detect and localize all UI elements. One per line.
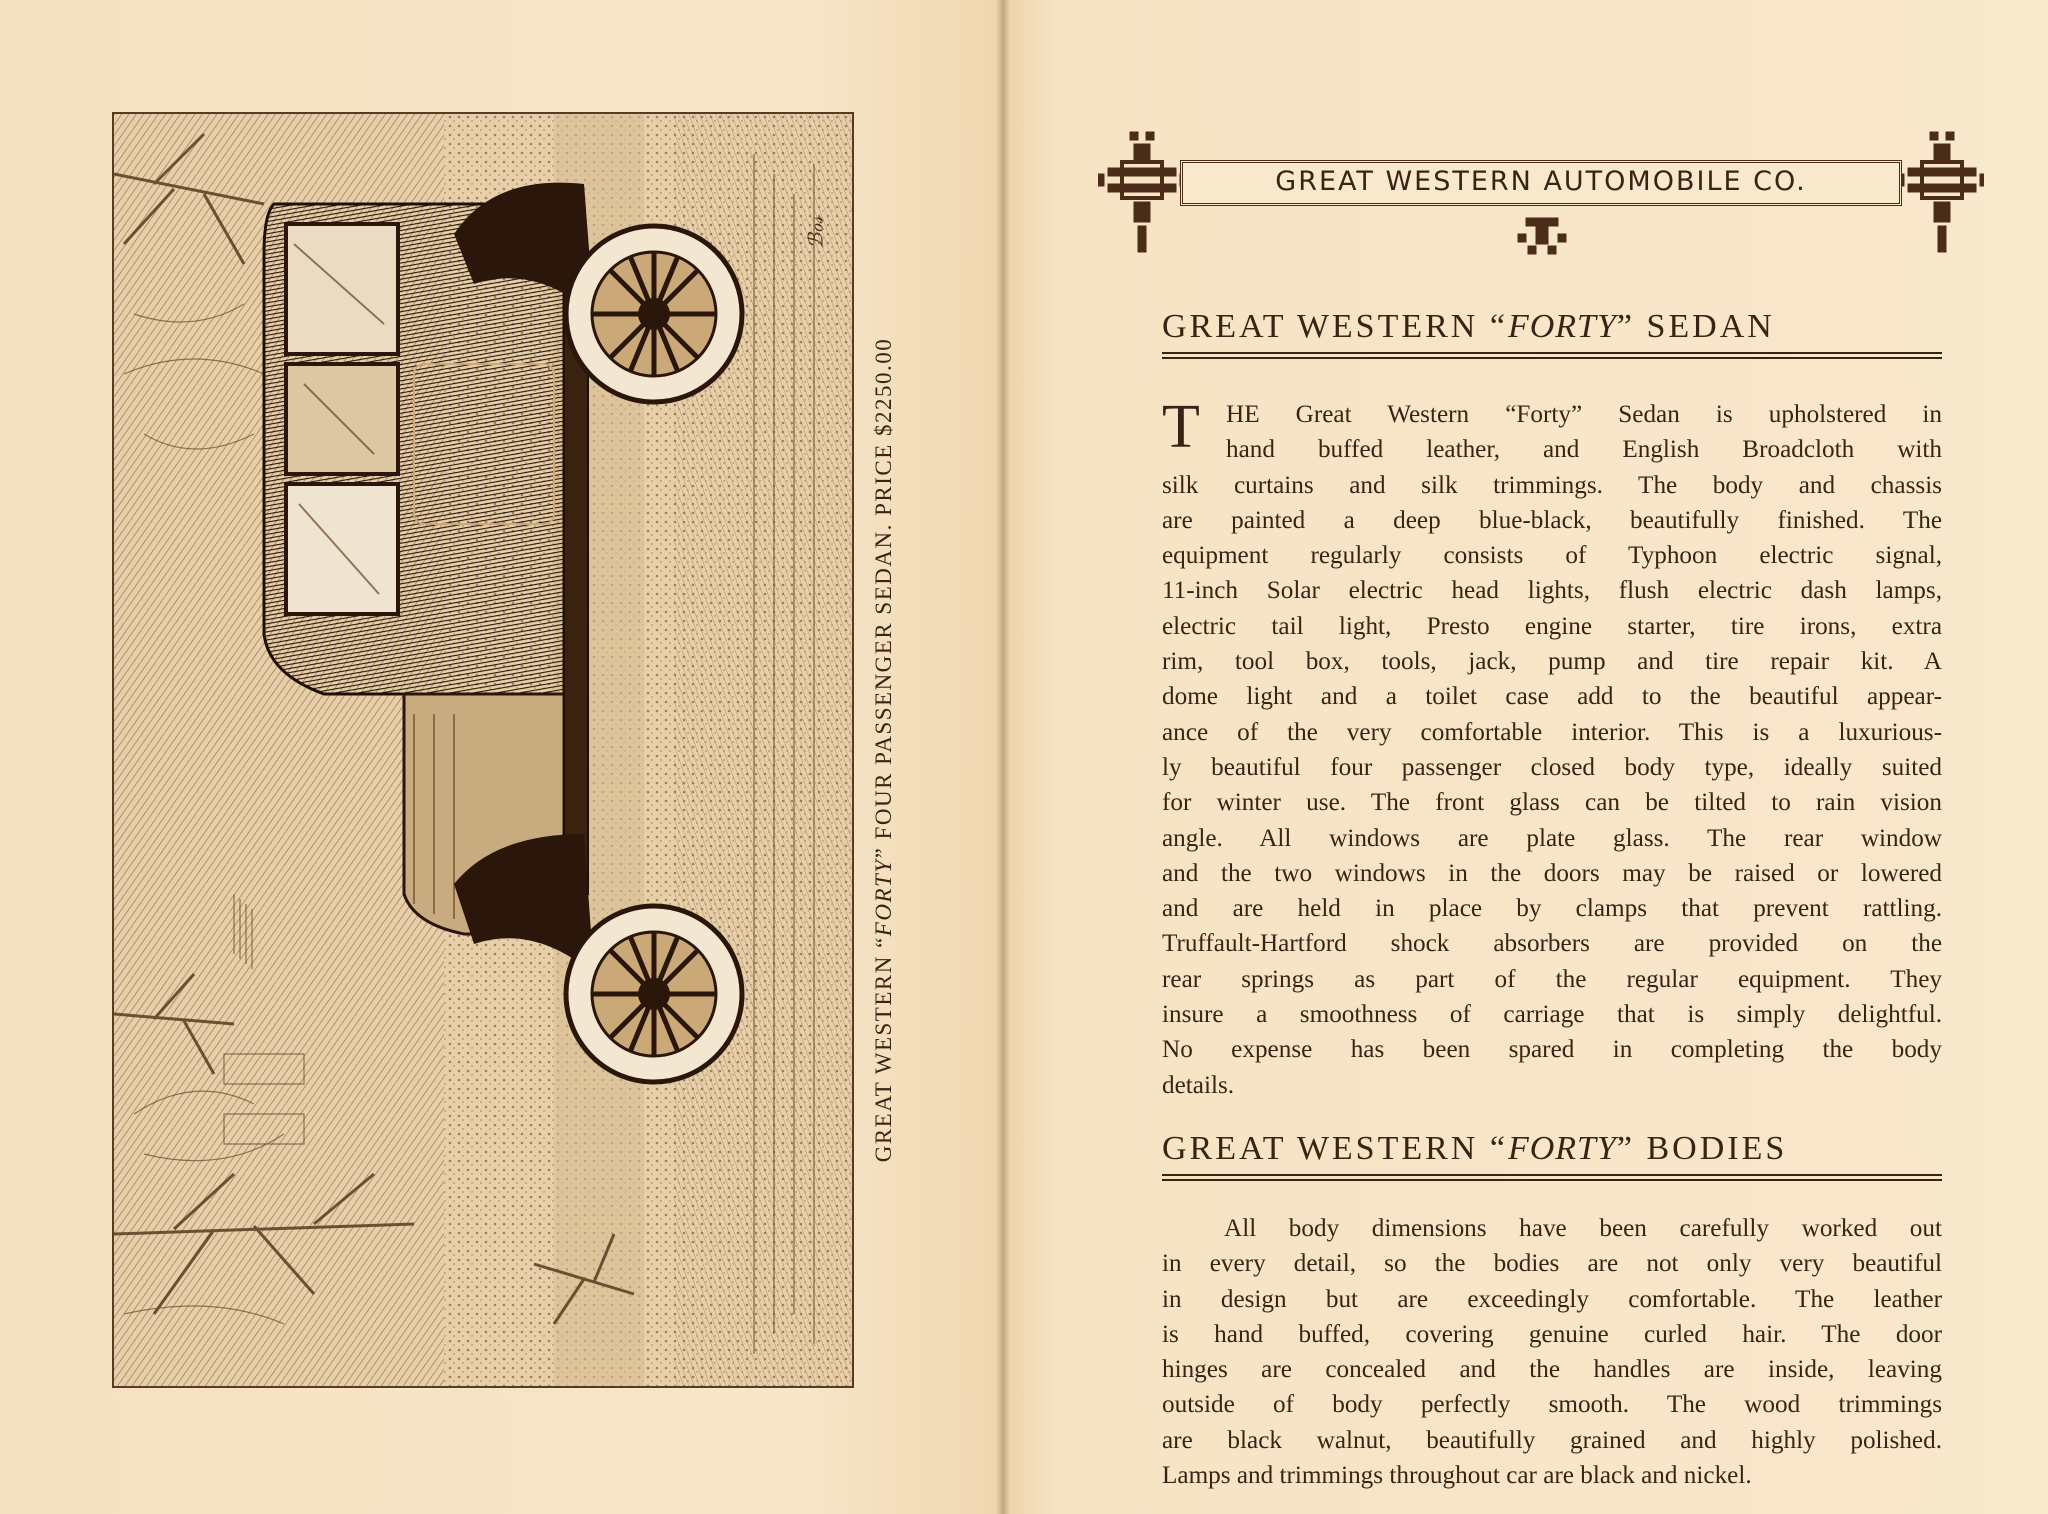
paragraph-line: dome light and a toilet case add to the beautiful appear- — [1162, 683, 1942, 711]
page-gutter — [996, 0, 1010, 1514]
paragraph-line: are black walnut, beautifully grained and highly polished. — [1162, 1426, 1942, 1454]
bodies-description — [1162, 1211, 1942, 1493]
heading-suffix: ” SEDAN — [1616, 308, 1775, 345]
caption-model: FORTY — [871, 858, 896, 937]
section-heading-bodies — [1162, 1130, 1942, 1168]
section-heading-sedan — [1162, 308, 1942, 346]
engraver-signature: ℬℴ𝓈 — [805, 216, 828, 249]
company-name: GREAT WESTERN AUTOMOBILE CO. — [1180, 160, 1902, 206]
heading-suffix: ” BODIES — [1616, 1130, 1788, 1167]
caption-price: ” FOUR PASSENGER SEDAN. PRICE $2250.00 — [871, 337, 896, 859]
paragraph-line: are painted a deep blue-black, beautifully finished. The — [1162, 506, 1942, 534]
paragraph-line: angle. All windows are plate glass. The rear window — [1162, 824, 1942, 852]
paragraph-line: equipment regularly consists of Typhoon electric signal, — [1162, 542, 1942, 570]
paragraph-line: ly beautiful four passenger closed body type, ideally suited — [1162, 753, 1942, 781]
paragraph-line: hand buffed leather, and English Broadcloth with — [1226, 436, 1942, 464]
paragraph-line: rear springs as part of the regular equipment. They — [1162, 965, 1942, 993]
paragraph-line: in every detail, so the bodies are not only very beautiful — [1162, 1250, 1942, 1278]
paragraph-line: is hand buffed, covering genuine curled hair. The door — [1162, 1320, 1942, 1348]
front-wheel — [566, 906, 742, 1082]
illustration-caption — [864, 120, 904, 1380]
heading-model: FORTY — [1507, 1130, 1617, 1167]
paragraph-line: Lamps and trimmings throughout car are black and nickel. — [1162, 1462, 1752, 1490]
paragraph-line: 11-inch Solar electric head lights, flush electric dash lamps, — [1162, 577, 1942, 605]
paragraph-line: and are held in place by clamps that prevent rattling. — [1162, 895, 1942, 923]
sedan-engraving — [112, 112, 854, 1388]
sedan-description — [1162, 393, 1942, 1103]
heading-prefix: GREAT WESTERN “ — [1162, 1130, 1508, 1167]
heading-model: FORTY — [1507, 308, 1617, 345]
caption-prefix: GREAT WESTERN “ — [871, 936, 896, 1163]
paragraph-line: insure a smoothness of carriage that is simply delightful. — [1162, 1001, 1942, 1029]
paragraph-line: rim, tool box, tools, jack, pump and tire repair kit. A — [1162, 648, 1942, 676]
paragraph-line: for winter use. The front glass can be tilted to rain vision — [1162, 789, 1942, 817]
paragraph-line: Truffault-Hartford shock absorbers are provided on the — [1162, 930, 1942, 958]
paragraph-line: hinges are concealed and the handles are inside, leaving — [1162, 1356, 1942, 1384]
paragraph-line: No expense has been spared in completing the body — [1162, 1036, 1942, 1064]
heading-prefix: GREAT WESTERN “ — [1162, 308, 1508, 345]
heading-rule — [1162, 1174, 1942, 1181]
paragraph-line: All body dimensions have been carefully worked out — [1224, 1215, 1942, 1242]
drop-cap: T — [1162, 393, 1200, 461]
paragraph-line: ance of the very comfortable interior. This is a luxurious- — [1162, 718, 1942, 746]
paragraph-line: details. — [1162, 1071, 1235, 1099]
paragraph-line: outside of body perfectly smooth. The wood trimmings — [1162, 1391, 1942, 1419]
paragraph-line: HE Great Western “Forty” Sedan is upholstered in — [1226, 401, 1942, 428]
paragraph-line: in design but are exceedingly comfortable. The leather — [1162, 1285, 1942, 1313]
paragraph-line: and the two windows in the doors may be raised or lowered — [1162, 859, 1942, 887]
letterhead — [1098, 122, 1984, 262]
paragraph-line: silk curtains and silk trimmings. The body and chassis — [1162, 471, 1942, 499]
heading-rule — [1162, 352, 1942, 359]
paragraph-line: electric tail light, Presto engine starter, tire irons, extra — [1162, 612, 1942, 640]
sedan-illustration — [114, 114, 852, 1386]
rear-wheel — [566, 226, 742, 402]
